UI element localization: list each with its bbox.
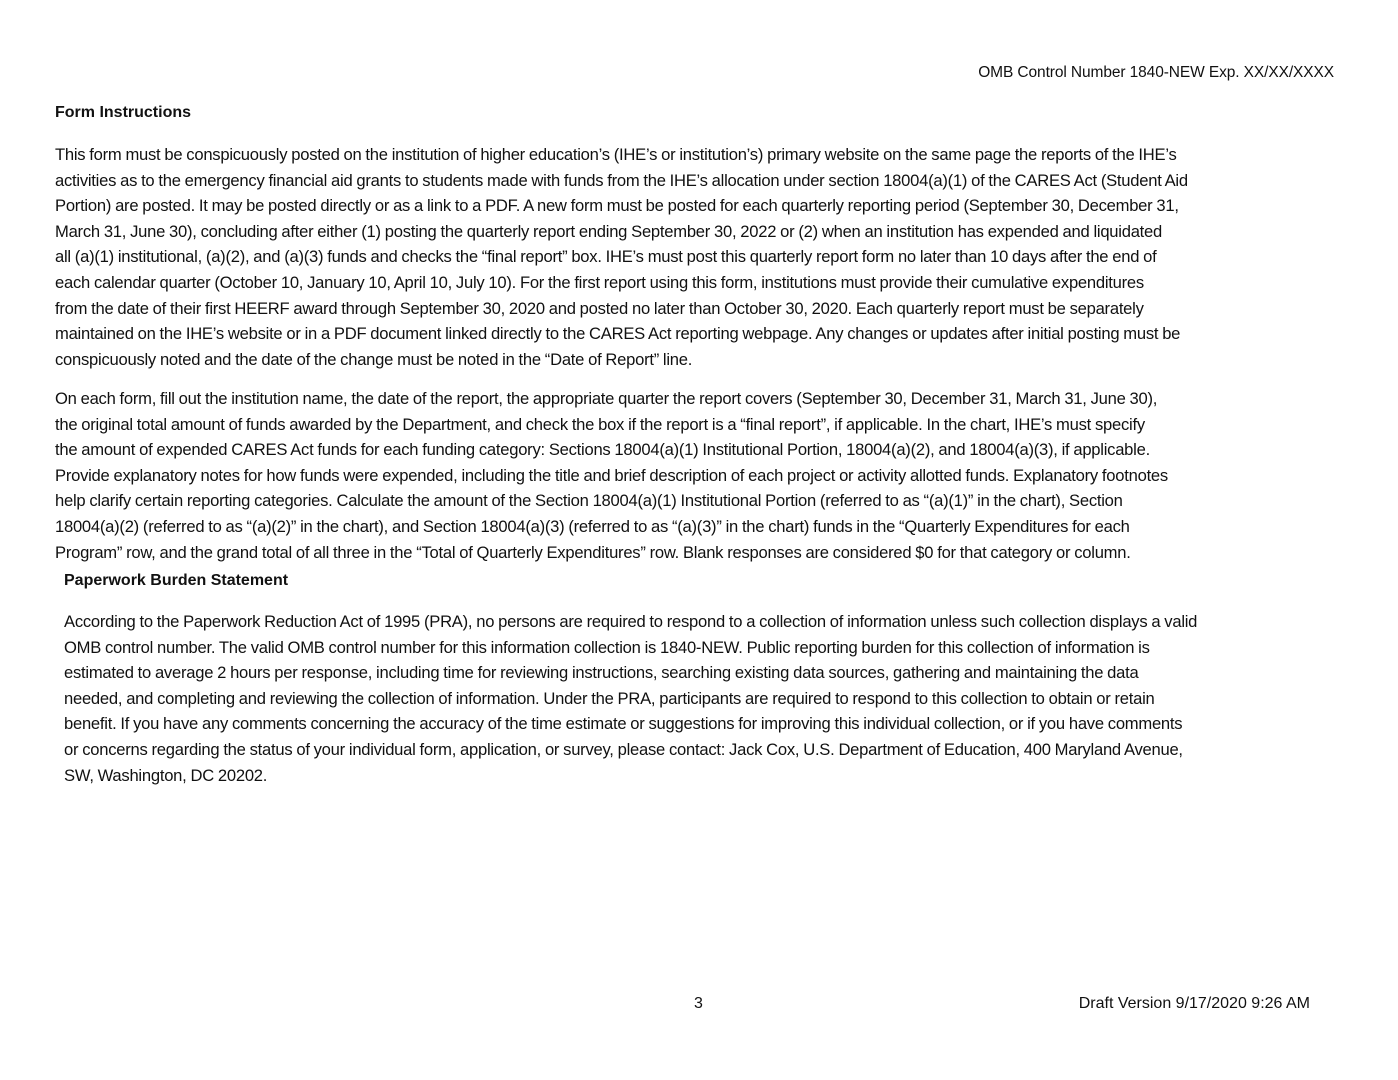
paragraph-line: SW, Washington, DC 20202. [64,765,268,785]
form-instructions-paragraph-2 [55,386,1168,565]
paperwork-burden-heading: Paperwork Burden Statement [64,572,289,589]
paragraph-line: activities as to the emergency financial aid grants to students made with funds from the IHE’s allocation under section 18004(a)(1) of the CARES Act (Student Aid [55,170,1188,190]
paragraph-line: all (a)(1) institutional, (a)(2), and (a)(3) funds and checks the “final report” box. IHE’s must post this quarterly report form no later than 10 days after the end of [55,247,1157,267]
paragraph-line: OMB control number. The valid OMB control number for this information collection is 1840-NEW. Public reporting burden for this collection of information is [64,637,1150,657]
form-instructions-heading: Form Instructions [55,104,192,121]
paragraph-line: the original total amount of funds awarded by the Department, and check the box if the report is a “final report”, if applicable. In the chart, IHE’s must specify [55,414,1145,434]
paragraph-line: from the date of their first HEERF award through September 30, 2020 and posted no later than October 30, 2020. Each quarterly report must be separately [55,298,1144,318]
paragraph-line: According to the Paperwork Reduction Act of 1995 (PRA), no persons are required to respond to a collection of information unless such collection displays a valid [64,612,1198,631]
paragraph-line: estimated to average 2 hours per response, including time for reviewing instructions, searching existing data sources, gathering and maintaining the data [64,663,1139,683]
paragraph-line: the amount of expended CARES Act funds for each funding category: Sections 18004(a)(1) Institutional Portion, 18004(a)(2), and 18004(a)(3), if applicable. [55,440,1150,460]
page-number: 3 [694,995,703,1012]
paragraph-line: March 31, June 30), concluding after either (1) posting the quarterly report ending September 30, 2022 or (2) when an institution has expended and liquidated [55,221,1162,241]
paragraph-line: Program” row, and the grand total of all three in the “Total of Quarterly Expenditures” row. Blank responses are considered $0 for that category or column. [55,542,1131,562]
draft-version-label: Draft Version 9/17/2020 9:26 AM [1078,995,1310,1012]
paragraph-line: help clarify certain reporting categories. Calculate the amount of the Section 18004(a)(1) Institutional Portion (referred to as “(a)(1)” in the chart), Section [55,491,1123,511]
paragraph-line: each calendar quarter (October 10, January 10, April 10, July 10). For the first report using this form, institutions must provide their cumulative expenditures [55,272,1144,292]
paragraph-line: This form must be conspicuously posted on the institution of higher education’s (IHE’s or institution’s) primary website on the same page the reports of the IHE’s [55,145,1177,164]
paragraph-line: conspicuously noted and the date of the change must be noted in the “Date of Report” line. [55,349,693,369]
omb-control-number: OMB Control Number 1840-NEW Exp. XX/XX/XXXX [978,64,1334,81]
paragraph-line: benefit. If you have any comments concerning the accuracy of the time estimate or suggestions for improving this individual collection, or if you have comments [64,714,1183,734]
paperwork-burden-paragraph [64,609,1197,788]
paragraph-line: 18004(a)(2) (referred to as “(a)(2)” in the chart), and Section 18004(a)(3) (referred to as “(a)(3)” in the chart) funds in the “Quarterly Expenditures for each [55,516,1130,536]
paragraph-line: or concerns regarding the status of your individual form, application, or survey, please contact: Jack Cox, U.S. Department of Education, 400 Maryland Avenue, [64,739,1183,759]
paragraph-line: maintained on the IHE’s website or in a PDF document linked directly to the CARES Act reporting webpage. Any changes or updates after initial posting must be [55,324,1181,344]
paragraph-line: Provide explanatory notes for how funds were expended, including the title and brief description of each project or activity allotted funds. Explanatory footnotes [55,465,1168,485]
paragraph-line: Portion) are posted. It may be posted directly or as a link to a PDF. A new form must be posted for each quarterly reporting period (September 30, December 31, [55,196,1179,216]
paragraph-line: On each form, fill out the institution name, the date of the report, the appropriate quarter the report covers (September 30, December 31, March 31, June 30), [55,389,1158,408]
paragraph-line: needed, and completing and reviewing the collection of information. Under the PRA, participants are required to respond to this collection to obtain or retain [64,688,1155,708]
form-instructions-paragraph-1 [55,142,1188,372]
